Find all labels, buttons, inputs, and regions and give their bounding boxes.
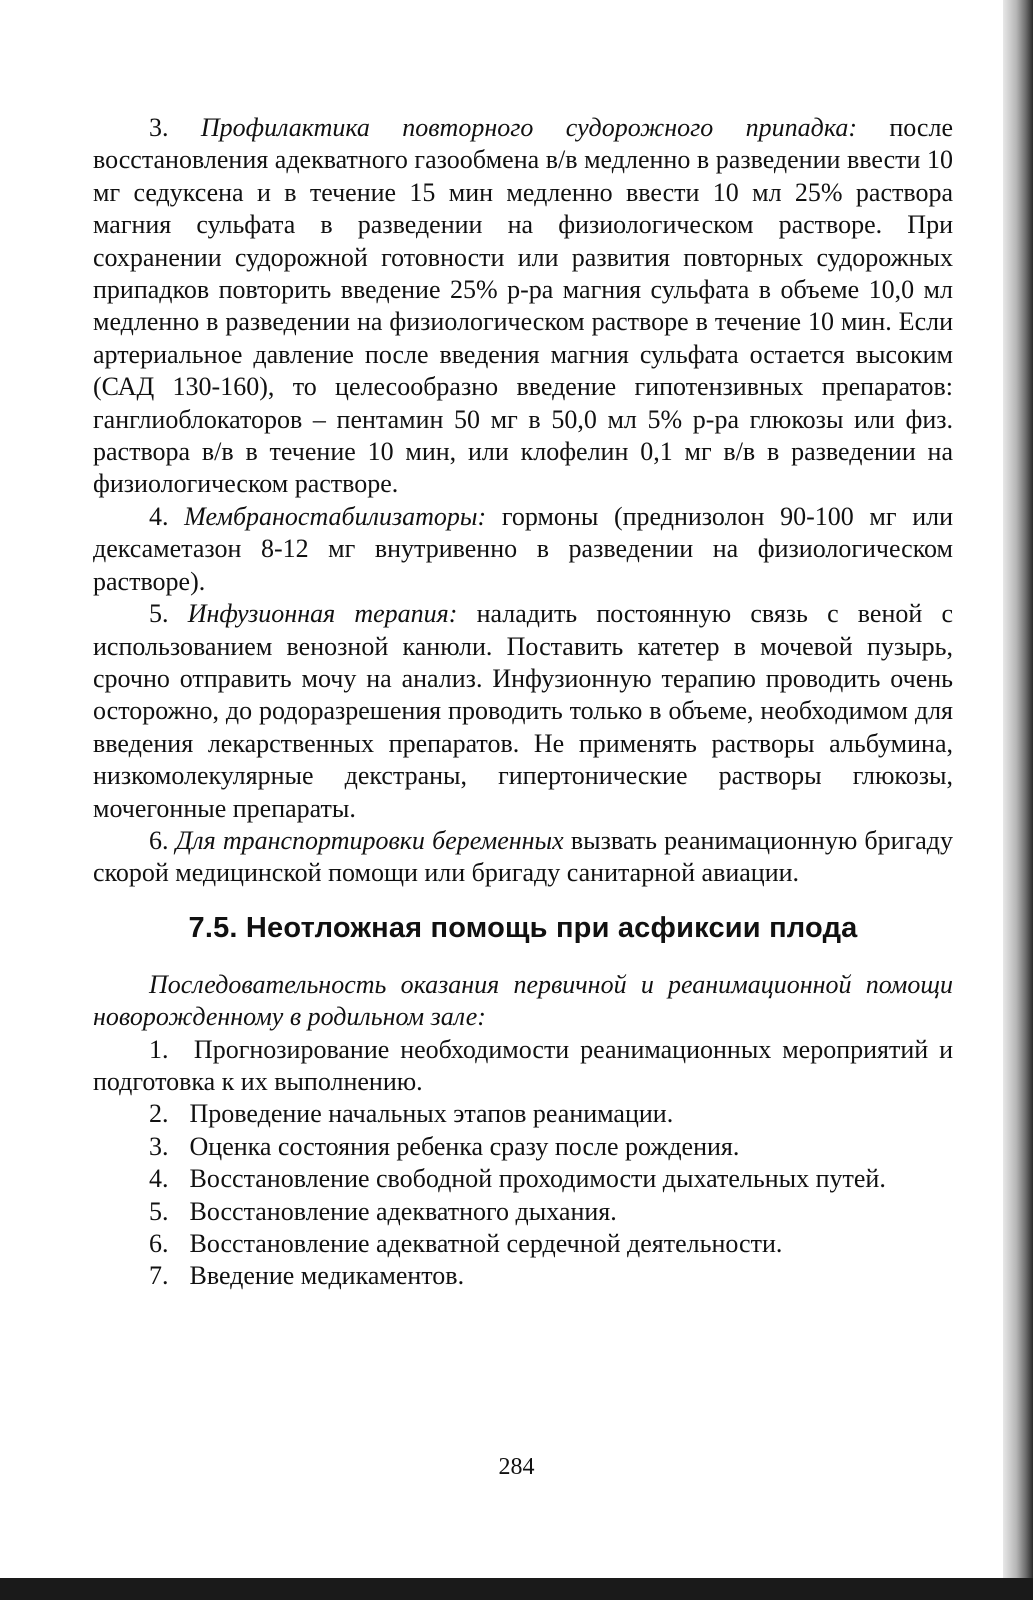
list-number: 7. [149,1261,169,1291]
item-lead: Инфузионная терапия: [187,599,458,629]
paragraph-item-5 [93,598,953,825]
list-text: Восстановление свободной проходимости дыхательных путей. [189,1164,886,1194]
item-number: 5. [149,599,169,629]
item-lead: Профилактика повторного судорожного припадка: [200,113,857,142]
list-number: 3. [149,1131,169,1161]
paragraph-item-3 [93,112,953,501]
item-text: после восстановления адекватного газообмена в/в медленно в разведении ввести 10 мг седуксена и в течение 15 мин медленно ввести 10 мл 25% раствора магния сульфата в разведении на физиологическом растворе. При сохранении судорожной готовности или развития повторных судорожных припадков повторить введение 25% р-ра магния сульфата в объеме 10,0 мл медленно в разведении на физиологическом растворе в течение 10 мин. Если артериальное давление после введения магния сульфата остается высоким (САД 130-160), то целесообразно введение гипотензивных препаратов: ганглиоблокаторов – пентамин 50 мг в 50,0 мл 5% р-ра глюкозы или физ. раствора в/в в течение 10 мин, или клофелин 0,1 мг в/в в разведении на физиологическом растворе. [93,113,953,499]
list-number: 2. [149,1099,169,1129]
scan-bottom-band [0,1578,1033,1600]
item-text: наладить постоянную связь с веной с использованием венозной канюли. Поставить катетер в мочевой пузырь, срочно отправить мочу на анализ. Инфузионную терапию проводить очень осторожно, до родоразрешения проводить только в объеме, необходимом для введения лекарственных препаратов. Не применять растворы альбумина, низкомолекулярные декстраны, гипертонические растворы глюкозы, мочегонные препараты. [93,599,954,823]
item-number: 6. [149,825,169,855]
item-text: гормоны (преднизолон 90-100 мг или дексаметазон 8-12 мг внутривенно в разведении на физиологическом растворе). [93,501,954,596]
list-number: 4. [149,1164,169,1194]
paragraph-item-6 [93,825,953,890]
list-text: Восстановление адекватного дыхания. [189,1196,617,1226]
item-lead: Для транспортировки беременных [175,825,564,855]
list-item [93,1098,953,1130]
section-heading: 7.5. Неотложная помощь при асфиксии плода [188,911,858,944]
list-item [93,1228,953,1260]
item-text: вызвать реанимационную бригаду скорой медицинской помощи или бригаду санитарной авиации. [93,825,954,888]
page-body [93,112,953,1293]
list-text: Проведение начальных этапов реанимации. [189,1099,674,1129]
item-number: 3. [149,113,169,142]
list-number: 1. [149,1034,169,1064]
item-number: 4. [149,501,169,531]
list-item [93,1163,953,1195]
list-number: 6. [149,1229,169,1258]
list-text: Прогнозирование необходимости реанимационных мероприятий и подготовка к их выполнению. [93,1034,954,1096]
list-text: Оценка состояния ребенка сразу после рождения. [189,1131,740,1161]
item-lead: Мембраностабилизаторы: [184,501,487,531]
paragraph-item-4 [93,501,953,598]
page-number: 284 [498,1454,535,1480]
scan-page-edge [1003,0,1033,1600]
list-item [93,1034,953,1099]
list-number: 5. [149,1196,169,1226]
list-text: Введение медикаментов. [189,1261,465,1291]
list-item [93,1260,953,1292]
section-intro: Последовательность оказания первичной и реанимационной помощи новорожденному в родильном зале: [93,969,953,1032]
list-text: Восстановление адекватной сердечной деятельности. [189,1229,783,1258]
list-item [93,1131,953,1163]
list-item [93,1196,953,1228]
